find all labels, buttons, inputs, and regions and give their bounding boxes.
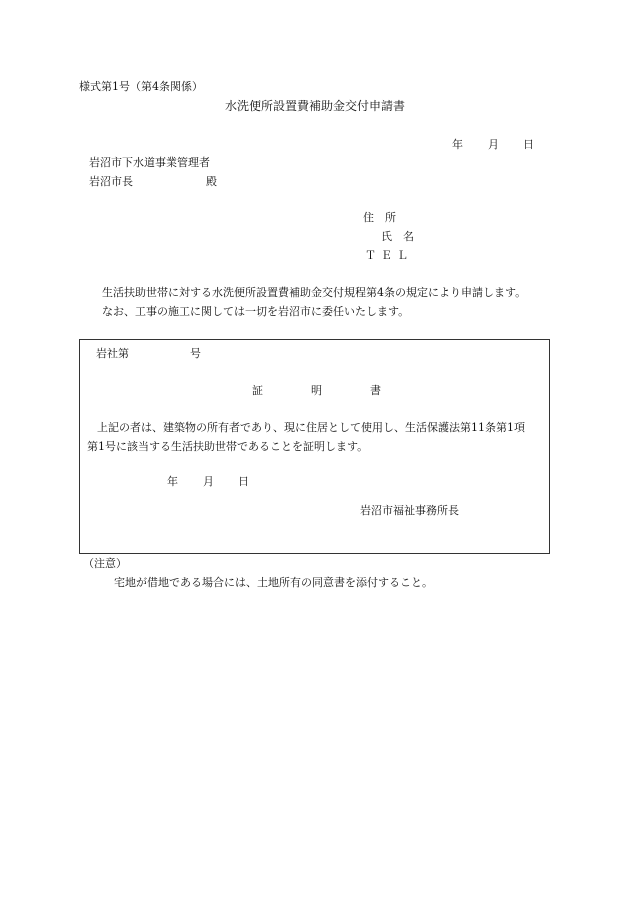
certificate-heading-char-1: 証 bbox=[252, 384, 263, 397]
addressee-line1: 岩沼市下水道事業管理者 bbox=[89, 156, 210, 169]
applicant-address-label: 住 所 bbox=[363, 211, 396, 224]
certificate-heading-char-3: 書 bbox=[370, 384, 381, 397]
certificate-issuer: 岩沼市福祉事務所長 bbox=[360, 504, 459, 517]
form-number: 様式第1号（第4条関係） bbox=[79, 80, 203, 93]
date-day: 日 bbox=[523, 138, 534, 151]
certificate-date-month: 月 bbox=[203, 475, 214, 488]
notes-text: 宅地が借地である場合には、土地所有の同意書を添付すること。 bbox=[114, 576, 433, 589]
date-month: 月 bbox=[488, 138, 499, 151]
body-line1: 生活扶助世帯に対する水洗便所設置費補助金交付規程第4条の規定により申請します。 bbox=[102, 286, 527, 299]
certificate-text-line2: 第1号に該当する生活扶助世帯であることを証明します。 bbox=[87, 440, 369, 453]
certificate-number-suffix: 号 bbox=[190, 347, 201, 360]
applicant-name-label: 氏 名 bbox=[381, 230, 414, 243]
certificate-number-prefix: 岩社第 bbox=[96, 347, 129, 360]
addressee-honorific: 殿 bbox=[206, 175, 217, 188]
certificate-text-line1: 上記の者は、建築物の所有者であり、現に住居として使用し、生活保護法第11条第1項 bbox=[97, 421, 525, 434]
body-line2: なお、工事の施工に関しては一切を岩沼市に委任いたします。 bbox=[102, 305, 410, 318]
notes-heading: （注意） bbox=[83, 557, 127, 570]
certificate-date-year: 年 bbox=[167, 475, 178, 488]
certificate-box bbox=[79, 339, 550, 554]
applicant-tel-label: ＴＥＬ bbox=[365, 249, 413, 262]
document-title: 水洗便所設置費補助金交付申請書 bbox=[225, 99, 406, 113]
date-year: 年 bbox=[452, 138, 463, 151]
certificate-heading-char-2: 明 bbox=[311, 384, 322, 397]
certificate-date-day: 日 bbox=[238, 475, 249, 488]
addressee-line2: 岩沼市長 bbox=[89, 175, 133, 188]
